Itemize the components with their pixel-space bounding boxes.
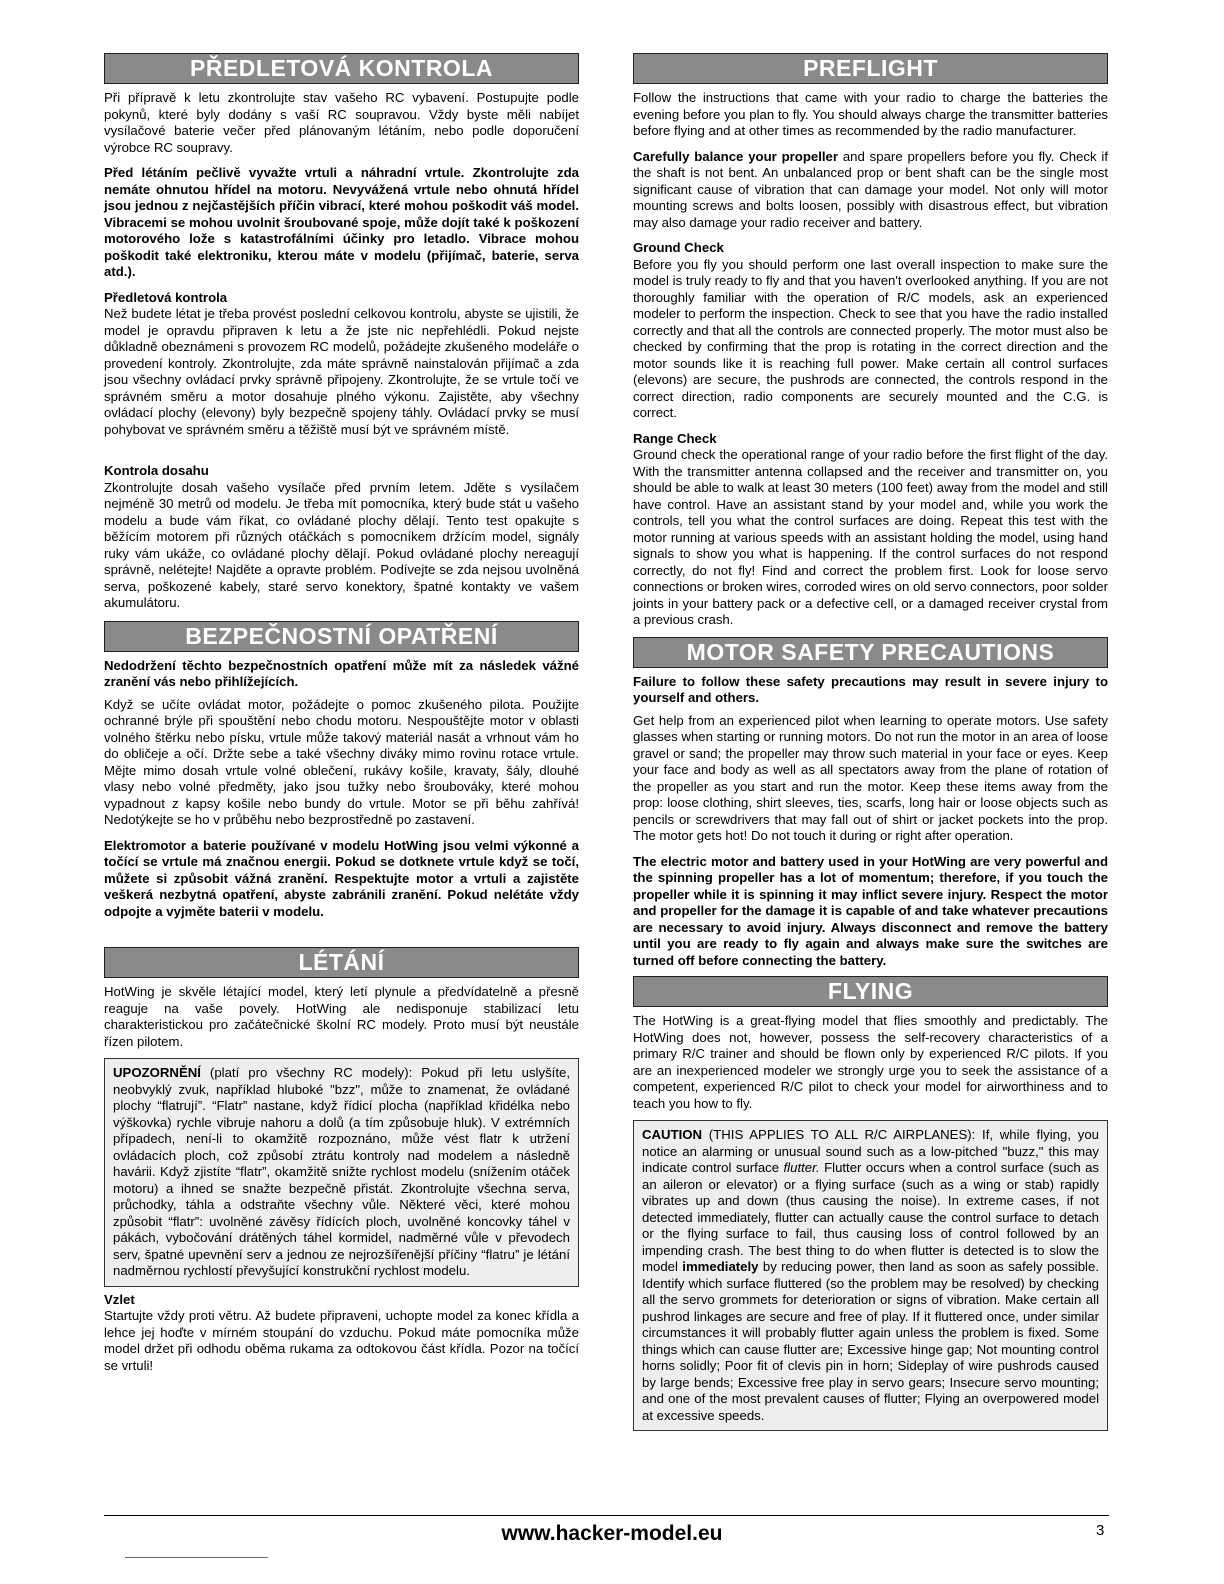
subheading-ground-check: Ground Check	[633, 240, 724, 255]
paragraph-bold: The electric motor and battery used in your HotWing are very powerful and the spinning propeller has a lot of momentum; therefore, if you touch the propeller while it is spinning it may inflict severe injury. Respect the motor and propeller for the damage it is capable of and take whatever precautions are necessary to avoid injury. Always disconnect and remove the battery until you are ready to fly again and always make sure the switches are turned off before connecting the battery.	[633, 853, 1108, 968]
paragraph: Ground check the operational range of your radio before the first flight of the day. With the transmitter antenna collapsed and the receiver and transmitter on, you should be able to walk at least 30 meters (100 feet) away from the model and still have control. Have an assistant stand by your model and, while you work the controls, tell you what the control surfaces are doing. Repeat this test with the motor running at various speeds with an assistant holding the model, using hand signals to show you what is happening. If the control surfaces do not respond correctly, do not fly! Find and correct the problem first. Look for loose servo connections or broken wires, corroded wires on old servo connectors, poor solder joints in your battery pack or a defective cell, or a damaged receiver crystal from a previous crash.	[633, 447, 1108, 627]
paragraph: Startujte vždy proti větru. Až budete připraveni, uchopte model za konec křídla a lehce jej hoďte v mírném stoupání do vzduchu. Pokud máte pomocníka může model držet při odhodu oběma rukama za odtokovou část křídla. Pozor na točící se vrtuli!	[104, 1308, 579, 1373]
page-number: 3	[1096, 1522, 1105, 1539]
left-column-czech	[104, 53, 579, 1374]
paragraph: Zkontrolujte dosah vašeho vysílače před prvním letem. Jděte s vysílačem nejméně 30 metrů od modelu. Je třeba mít pomocníka, který bude stát u vašeho modelu a bude vám říkat, co ovládané plochy dělají. Tento test opakujte s běžícím motorem při různých otáčkách s pomocníkem držícím model, signály ruky vám ukáže, co ovládané plochy dělají. Pokud ovládané plochy nereagují správně, nelétejte! Najděte a opravte problém. Podívejte se zda nejsou uvolněná serva, poškozené kabely, staré servo konektory, špatné kontakty ve vašem akumulátoru.	[104, 479, 579, 610]
caution-text	[642, 1127, 1099, 1424]
warning-label: UPOZORNĚNÍ	[113, 1065, 201, 1080]
paragraph: Get help from an experienced pilot when learning to operate motors. Use safety glasses when starting or running motors. Do not run the motor in an area of loose gravel or sand; the propeller may throw such material in your face or eyes. Keep your face and body as well as all spectators away from the plane of rotation of the propeller as you start and run the motor. Keep these items away from the prop: loose clothing, shirt sleeves, ties, scarfs, long hair or loose objects such as pencils or screwdrivers that may fall out of shirt or jacket pockets into the prop. The motor gets hot! Do not touch it during or right after operation.	[633, 712, 1108, 843]
footer-url: www.hacker-model.eu	[501, 1522, 723, 1545]
blue-underline	[125, 1557, 268, 1558]
paragraph: Before you fly you should perform one last overall inspection to make sure the model is truly ready to fly and that you haven't overlooked anything. If you are not thoroughly familiar with the operation of R/C models, ask an experienced modeler to perform the inspection. Check to see that you have the radio installed correctly and that all the controls are connected properly. The motor must also be checked by confirming that the prop is rotating in the correct direction and the motor sounds like it is reaching full power. Make certain all control surfaces (elevons) are secure, the pushrods are connected, the controls respond in the correct direction, radio components are securely mounted and the C.G. is correct.	[633, 256, 1108, 420]
caution-body: (THIS APPLIES TO ALL R/C AIRPLANES): If, while flying, you notice an alarming or unusual sound such as a low-pitched "buzz," this may indicate control surface	[642, 1127, 1099, 1175]
warning-text	[113, 1065, 570, 1280]
caution-italic: flutter.	[783, 1160, 820, 1175]
warning-box	[104, 1058, 579, 1287]
caution-strong: immediately	[682, 1259, 759, 1274]
paragraph: HotWing je skvěle létající model, který letí plynule a předvídatelně a přesně reaguje na vaše povely. HotWing ale nedisponuje stabilizací letu charakteristickou pro začátečnické školní RC modely. Proto musí být neustále řízen pilotem.	[104, 984, 579, 1049]
section-title-predletova-kontrola: PŘEDLETOVÁ KONTROLA	[104, 53, 579, 84]
footer-divider	[104, 1515, 1109, 1516]
right-column-english	[633, 53, 1108, 1431]
paragraph: Když se učíte ovládat motor, požádejte o pomoc zkušeného pilota. Použijte ochranné brýle při spouštění nebo chodu motoru. Nespouštějte motor v oblasti volného štěrku nebo písku, vrtule může takový materiál nasát a vrhnout vám ho do obličeje a očí. Držte sebe a také všechny diváky mimo rovinu rotace vrtule. Mějte mimo dosah vrtule volné oblečení, rukávy košile, kravaty, šály, dlouhé vlasy nebo volné předměty, jako jsou tužky nebo šroubováky, které mohou vypadnout z kapsy košile nebo bundy do vrtule. Motor se při běhu zahřívá! Nedotýkejte se ho v průběhu nebo bezprostředně po zastavení.	[104, 696, 579, 827]
section-title-letani: LÉTÁNÍ	[104, 947, 579, 978]
paragraph-bold: Failure to follow these safety precautions may result in severe injury to yourself and others.	[633, 673, 1108, 705]
subheading-range-check: Range Check	[633, 430, 717, 446]
section-title-preflight: PREFLIGHT	[633, 53, 1108, 84]
caution-label: CAUTION	[642, 1127, 703, 1142]
caution-body: by reducing power, then land as soon as safely possible. Identify which surface fluttered (so the problem may be resolved) by checking all the servo grommets for deterioration or signs of vibration. Make certain all pushrod linkages are secure and free of play. If it fluttered once, under similar circumstances it will probably flutter again unless the problem is fixed. Some things which can cause flutter are; Excessive hinge gap; Not mounting control horns solidly; Poor fit of clevis pin in horn; Sideplay of wire pushrods caused by large bends; Excessive free play in servo gears; Insecure servo mounting; and one of the most prevalent causes of flutter; Flying an overpowered model at excessive speeds.	[642, 1259, 1099, 1423]
section-title-bezpecnostni-opatreni: BEZPEČNOSTNÍ OPATŘENÍ	[104, 621, 579, 652]
caution-box	[633, 1120, 1108, 1431]
paragraph: Při přípravě k letu zkontrolujte stav vašeho RC vybavení. Postupujte podle pokynů, které byly dodány s vaší RC soupravou. Vždy byste měli nabíjet vysílačové baterie večer před plánovaným létáním, nebo podle doporučení výrobce RC soupravy.	[104, 90, 579, 155]
section-title-flying: FLYING	[633, 976, 1108, 1007]
paragraph-bold: Elektromotor a baterie používané v modelu HotWing jsou velmi výkonné a točící se vrtule má značnou energii. Pokud se dotknete vrtule když se točí, můžete si způsobit vážná zranění. Respektujte motor a vrtuli a zajistěte veškerá nezbytná opatření, abyste zabránili zranění. Pokud nelétáte vždy odpojte a vyjměte baterii v modelu.	[104, 837, 579, 919]
subheading-predletova-kontrola: Předletová kontrola	[104, 289, 228, 305]
paragraph: Než budete létat je třeba provést poslední celkovou kontrolu, abyste se ujistili, že model je opravdu připraven k letu a že jste nic nepřehlédli. Pokud nejste důkladně obeznámeni s provozem RC modelů, požádejte zkušeného modeláře o provedení kontroly. Zkontrolujte, zda máte správně nainstalován přijímač a zda jsou všechny ovládací prvky správně připojeny. Zkontrolujte, že se vrtule točí ve správném směru a motor dosahuje plného výkonu. Zajistěte, aby všechny ovládací plochy (elevony) byly bezpečně spojeny táhly. Ovládací prvky se musí pohybovat ve správném směru a těžiště musí být ve správném místě.	[104, 306, 579, 437]
paragraph	[633, 149, 1108, 232]
paragraph: Follow the instructions that came with your radio to charge the batteries the evening before you plan to fly. You should always charge the transmitter batteries before flying and at other times as recommended by the radio manufacturer.	[633, 90, 1108, 138]
section-title-motor-safety: MOTOR SAFETY PRECAUTIONS	[633, 637, 1108, 668]
subheading-vzlet: Vzlet	[104, 1291, 135, 1307]
paragraph-body: and spare propellers before you fly. Check if the shaft is not bent. An unbalanced prop or bent shaft can be the single most significant cause of vibration that can damage your model. Not only will motor mounting screws and bolts loosen, possibly with disastrous effect, but vibration may also damage your radio receiver and battery.	[633, 148, 1108, 230]
paragraph-bold: Před létáním pečlivě vyvažte vrtuli a náhradní vrtule. Zkontrolujte zda nemáte ohnutou hřídel na motoru. Nevyvážená vrtule nebo ohnutá hřídel jsou jednou z nejčastějších příčin vibrací, které mohou poškodit váš model. Vibracemi se mohou uvolnit šroubované spoje, může dojít také k poškození motorového lože s katastrofálními účinky pro letadlo. Vibrace mohou poškodit také elektroniku, kterou máte v modelu (přijímač, baterie, serva atd.).	[104, 165, 579, 279]
paragraph: The HotWing is a great-flying model that flies smoothly and predictably. The HotWing does not, however, possess the self-recovery characteristics of a primary R/C trainer and should be flown only by experienced R/C pilots. If you are an inexperienced modeler we strongly urge you to seek the assistance of a competent, experienced R/C pilot to check your model for airworthiness and to teach you how to fly.	[633, 1013, 1108, 1111]
warning-body: (platí pro všechny RC modely): Pokud při letu uslyšíte, neobvyklý zvuk, například hluboké "bzz", může to znamenat, že ovládané plochy “flatrují”. “Flatr” nastane, když řídicí plocha (například křidélka nebo výškovka) rychle vibruje nahoru a dolů (a tím způsobuje hluk). V extrémních případech, není-li to okamžitě rozpoznáno, může vést flatr k utržení ovládacích ploch, což způsobí ztrátu kontroly nad modelem a následně havárii. Když zjistíte “flatr”, okamžitě snižte rychlost modelu (snížením otáček motoru) a ihned se snažte bezpečně přistát. Zkontrolujte všechna serva, průchodky, táhla a odstraňte všechny vůle. Některé věci, které mohou způsobit “flatr”: uvolněné závěsy řídících ploch, uvolněné koncovky táhel v pákách, vybočování drátěných táhel kormidel, nadměrné vůle v převodech serv, špatné upevnění serv a jednou ze nejrozšířenější příčiny “flatru” je létání nadměrnou rychlostí převyšující konstrukční rychlost modelu.	[113, 1065, 570, 1278]
paragraph-bold: Nedodržení těchto bezpečnostních opatření může mít za následek vážné zranění vás nebo přihlížejících.	[104, 657, 579, 689]
bold-lead: Carefully balance your propeller	[633, 148, 839, 164]
caution-body: Flutter occurs when a control surface (such as an aileron or elevator) or a flying surface (such as a wing or stab) rapidly vibrates up and down (thus causing the noise). In extreme cases, if not detected immediately, flutter can actually cause the control surface to detach or the flying surface to fail, thus causing loss of control followed by an impending crash. The best thing to do when flutter is detected is to slow the model	[642, 1160, 1100, 1274]
subheading-kontrola-dosahu: Kontrola dosahu	[104, 463, 209, 478]
